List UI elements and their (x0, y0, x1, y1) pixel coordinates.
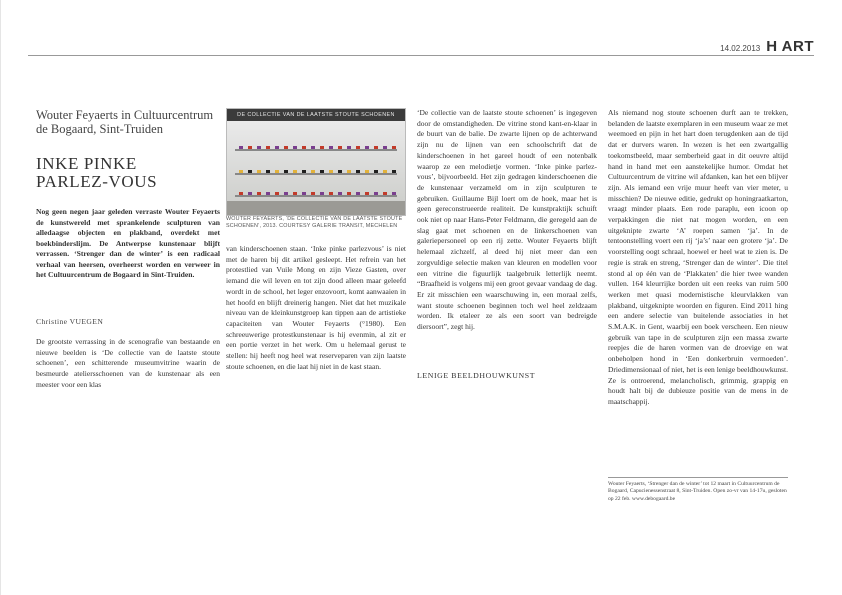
headline-line-1: INKE PINKE (36, 154, 137, 173)
shoe-figure (356, 146, 360, 149)
shoe-figure (293, 146, 297, 149)
shoe-figure (275, 170, 279, 173)
shoe-figure (248, 146, 252, 149)
header-rule (28, 55, 814, 56)
photo-floor (227, 201, 405, 215)
article-headline (36, 155, 221, 191)
shoe-figure (248, 170, 252, 173)
shoe-figure (338, 192, 342, 195)
shoe-figure (311, 146, 315, 149)
shoe-figure (239, 192, 243, 195)
shoe-figure (284, 192, 288, 195)
shoe-figure (320, 170, 324, 173)
shoe-figure (365, 146, 369, 149)
body-column-1: De grootste verrassing in de scenografie van bestaande en nieuwe beelden is ‘De collectie van de laatste stoute schoenen’, een schitterende museumvitrine waarin de besmeurde ateliersschoenen van de kunstenaar als een meester voor een klas (36, 337, 220, 389)
shoe-figure (266, 146, 270, 149)
shoe-figure (257, 146, 261, 149)
article-lead: Nog geen negen jaar geleden verraste Wouter Feyaerts de kunstwereld met sprankelende sculpturen van alledaagse objecten en plakband, overdekt met boekbinderslijm. De Antwerpse kunstenaar blijft verrassen. ‘Strenger dan de winter’ is een radicaal verhaal van heersen, overheerst worden en verweer in het Cultuurcentrum de Bogaard in Sint-Truiden. (36, 207, 220, 279)
photo-shelf (235, 149, 397, 151)
body-column-3: ‘De collectie van de laatste stoute schoenen’ is ingegeven door de omstandigheden. De vitrine stond kant-en-klaar in de buurt van de balie. De zwarte lijnen op de achterwand zijn nu de lijnen van een schoolschrift dat de kinderschoenen in het gareel houdt of een notenbalk waarop ze een melodietje vormen. ‘Inke pinke parlez-vous’, bijvoorbeeld. Het zijn gedragen kinderschoenen die de kunstenaar verzameld om in zijn sculpturen te gebruiken. Guillaume Bijl loert om de hoek, maar het is geen gereconstrueerde realiteit. De kunstpraktijk schuift ook niet op naar Hans-Peter Feldmann, die geregeld aan de slag gaat met schoenen en de linkerschoenen van galeriepersoneel op een rij zette. Wouter Feyaerts blijft helemaal zichzelf, al deed hij niet meer dan een zorgvuldige selectie maken van kleuren en modellen voor een vitrine die figuurlijk taalgebruik letterlijk neemt. “Braafheid is volgens mij een groot gevaar vandaag de dag. Er zit misschien een waarschuwing in, een moraal zelfs, want stoute schoenen beginnen toch wel heel zeldzaam worden. Ik etaleer ze als een soort van bedreigde diersoort”, zegt hij. (417, 108, 597, 332)
shoe-figure (266, 170, 270, 173)
shoe-figure (383, 192, 387, 195)
shoe-figure (239, 170, 243, 173)
shoe-figure (365, 170, 369, 173)
issue-date: 14.02.2013 (720, 44, 761, 53)
shoe-figure (365, 192, 369, 195)
photo-shelf (235, 195, 397, 197)
shoe-figure (374, 146, 378, 149)
shoe-figure (329, 192, 333, 195)
shoe-figure (293, 170, 297, 173)
article-byline: Christine VUEGEN (36, 317, 104, 326)
photo-caption: WOUTER FEYAERTS, ‘DE COLLECTIE VAN DE LAATSTE STOUTE SCHOENEN’, 2013. COURTESY GALERIE TRANSIT, MECHELEN (226, 216, 403, 229)
shoe-figure (275, 146, 279, 149)
shoe-figure (329, 170, 333, 173)
shoe-figure (284, 170, 288, 173)
shoe-figure (338, 170, 342, 173)
shoe-figure (320, 192, 324, 195)
shoe-figure (329, 146, 333, 149)
shoe-figure (266, 192, 270, 195)
body-column-4: Als niemand nog stoute schoenen durft aan te trekken, belanden de laatste exemplaren in een museum waar ze met weemoed en pijn in het hart doen terugdenken aan de tijd dat er durvers waren. In wezen is het een zwartgallig toekomstbeeld, maar semberheid gaat in dit oeuvre altijd hand in hand met een aanstekelijke humor. Omdat het Cultuurcentrum de vitrine wil afdanken, kan het een blijver zijn. Als iemand een vrije muur heeft van vier meter, u misschien? De nieuwe editie, gedrukt op honingraatkarton, vraagt minder plaats. Een rode paraplu, een icoon op verpakkingen die niet nat mogen worden, en een uitgeknipte zwarte ‘A’ roepen samen ‘ja’. In de tentoonstelling voert een rij ‘ja’s’ naar een grotere ‘ja’. De voorstelling oogt schraal, hoewel er heel wat te zien is. De regie is strak en streng, ‘Strenger dan de winter’. Die titel stond al op één van de ‘Plakkaten’ die hier twee wanden vullen. 164 kleurrijke borden uit een reeks van ruim 500 werken met quasi modernistische kleurvlakken van plakband, uitgeknipte woorden en figuren. Eind 2011 hing een andere selectie van buitelende associaties in het S.M.A.K. in Gent, waarbij een boek verscheen. Een nieuw gebruik van tape in de sculpturen zijn een massa zwarte reepjes die de haren vormen van de droevige en wat onbeholpen hond in ‘Een donkerbruin vermoeden’. Driedimensionaal of niet, het is een lenige beeldhouwkunst. Ze is ontroerend, melancholisch, grimmig, grappig en houdt halt bij de dubieuze positie van de mens in de maatschappij. (608, 108, 788, 406)
shoe-figure (383, 146, 387, 149)
shoe-figure (383, 170, 387, 173)
shoe-figure (302, 146, 306, 149)
shoe-figure (347, 170, 351, 173)
shoe-figure (239, 146, 243, 149)
shoe-figure (356, 192, 360, 195)
shoe-figure (257, 192, 261, 195)
shoe-figure (311, 170, 315, 173)
shoe-figure (392, 170, 396, 173)
headline-line-2: PARLEZ-VOUS (36, 172, 158, 191)
section-title: H ART (766, 38, 814, 55)
photo-vitrine-wall (227, 121, 405, 201)
shoe-figure (347, 146, 351, 149)
article-subheading: LENIGE BEELDHOUWKUNST (417, 371, 536, 380)
photo-banner-text: DE COLLECTIE VAN DE LAATSTE STOUTE SCHOENEN (227, 109, 405, 121)
shoe-figure (275, 192, 279, 195)
article-kicker: Wouter Feyaerts in Cultuurcentrum de Bogaard, Sint-Truiden (36, 108, 214, 136)
shoe-figure (293, 192, 297, 195)
shoe-figure (284, 146, 288, 149)
body-column-2: van kinderschoenen staan. ‘Inke pinke parlezvous’ is niet met de haren bij dit artikel gesleept. Het refrein van het protestlied van Vuile Mong en zijn Vieze Gasten, over iemand die wil leven en tot zijn dood alleen maar geleefd wordt in de school, het leger enzovoort, komt aanwaaien in het hoofd en blijft dreinerig hangen. Niet dat het muzikale niveau van de kleinkunstgroep kan tippen aan de artistieke capaciteiten van Wouter Feyaerts (°1980). Een schreeuwerige protestkunstenaar is hij evenmin, al zit er een portie verzet in het werk. Om u helemaal gerust te stellen: hij heeft nog heel wat reserveparen van zijn laatste stoute schoenen, en die laat hij niet in de kast staan. (226, 244, 406, 371)
shoe-figure (392, 192, 396, 195)
shoe-figure (374, 170, 378, 173)
shoe-figure (338, 146, 342, 149)
shoe-figure (311, 192, 315, 195)
exhibition-photo (226, 108, 406, 216)
exhibition-info: Wouter Feyaerts, ‘Strenger dan de winter’ tot 12 maart in Cultuurcentrum de Bogaard, Capucienessenstraat 8, Sint-Truiden. Open zo-vr van 14-17u, gesloten op 22 feb. www.debogaard.be (608, 477, 788, 503)
shoe-figure (302, 170, 306, 173)
shoe-figure (392, 146, 396, 149)
shoe-figure (374, 192, 378, 195)
shoe-figure (320, 146, 324, 149)
photo-shelf (235, 173, 397, 175)
shoe-figure (248, 192, 252, 195)
shoe-figure (302, 192, 306, 195)
masthead (720, 38, 814, 55)
shoe-figure (356, 170, 360, 173)
shoe-figure (257, 170, 261, 173)
shoe-figure (347, 192, 351, 195)
